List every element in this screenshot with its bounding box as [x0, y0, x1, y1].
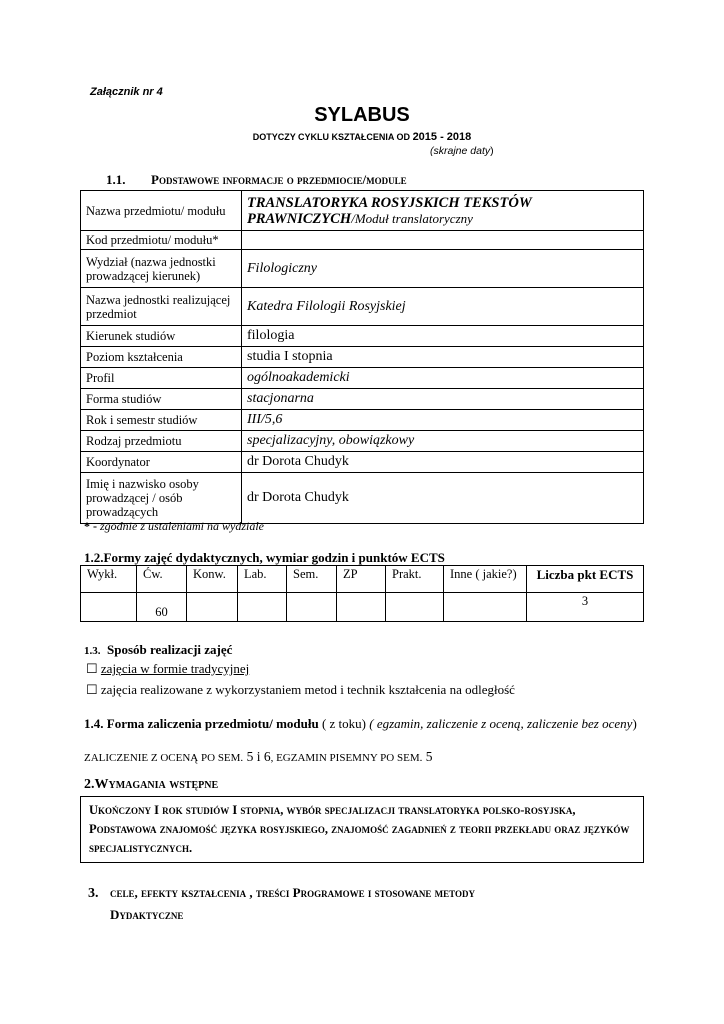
type-value: specjalizacyjny, obowiązkowy — [242, 431, 644, 452]
header-zp: ZP — [337, 566, 386, 593]
form-value: stacjonarna — [242, 389, 644, 410]
value-lectures — [81, 593, 137, 622]
field-value: filologia — [242, 326, 644, 347]
section-3-line-1 — [88, 882, 608, 904]
section-3-number: 3. — [88, 886, 99, 901]
option-remote-label: zajęcia realizowane z wykorzystaniem metod i technik kształcenia na odległość — [100, 682, 515, 697]
value-conversations — [187, 593, 238, 622]
table-row — [81, 250, 644, 288]
faculty-value: Filologiczny — [242, 250, 644, 288]
header-lectures: Wykł. — [81, 566, 137, 593]
value-practice — [386, 593, 444, 622]
coord-value: dr Dorota Chudyk — [242, 452, 644, 473]
checkbox-icon[interactable]: ☐ — [86, 682, 98, 697]
header-conversations: Konw. — [187, 566, 238, 593]
section-3-heading — [88, 882, 608, 925]
section-1-3-heading — [84, 642, 232, 658]
ects-table — [80, 565, 644, 622]
table-row — [81, 566, 644, 593]
option-traditional[interactable] — [86, 661, 249, 677]
profile-value: ogólnoakademicki — [242, 368, 644, 389]
table-row — [81, 326, 644, 347]
assessment-line — [84, 749, 432, 765]
footnote-mark: * - — [84, 519, 100, 533]
year-value: III/5,6 — [242, 410, 644, 431]
subtitle-years: 2015 - 2018 — [412, 131, 472, 143]
header-exercises: Ćw. — [137, 566, 187, 593]
header-practice: Prakt. — [386, 566, 444, 593]
section-1-4-hint: ( egzamin, zaliczenie z oceną, zaliczenie bez oceny — [369, 716, 633, 731]
header-other: Inne ( jakie?) — [444, 566, 527, 593]
value-other — [444, 593, 527, 622]
section-2-heading: 2.Wymagania wstępne — [84, 777, 219, 792]
assessment-num-b: 5 — [422, 749, 433, 764]
code-value — [242, 231, 644, 250]
section-1-4-title: 1.4. Forma zaliczenia przedmiotu/ modułu — [84, 716, 319, 731]
table-row — [81, 410, 644, 431]
section-1-2-heading: 1.2.Formy zajęć dydaktycznych, wymiar godzin i punktów ECTS — [84, 550, 445, 565]
table-row — [81, 452, 644, 473]
footnote-text: zgodnie z ustaleniami na wydziale — [100, 519, 264, 533]
option-traditional-label: zajęcia w formie tradycyjnej — [100, 661, 250, 676]
checkbox-icon[interactable]: ☐ — [86, 661, 98, 676]
name-suffix: /Moduł translatoryczny — [351, 210, 473, 226]
table-row — [81, 389, 644, 410]
table-row — [81, 288, 644, 326]
assessment-num-a: 5 i 6 — [243, 749, 271, 764]
table-row — [81, 191, 644, 231]
table-row — [81, 431, 644, 452]
option-remote[interactable] — [86, 682, 515, 698]
table-row — [81, 368, 644, 389]
range-note — [430, 145, 494, 157]
section-3-title-1: cele, efekty kształcenia , treści Programowe i stosowane metody — [110, 885, 476, 900]
table-row — [81, 593, 644, 622]
coord-label: Koordynator — [81, 452, 242, 473]
code-label: Kod przedmiotu/ modułu* — [81, 231, 242, 250]
section-1-3-title: Sposób realizacji zajęć — [107, 642, 233, 657]
footnote — [84, 519, 264, 534]
header-ects: Liczba pkt ECTS — [527, 566, 644, 593]
table-row — [81, 231, 644, 250]
name-label: Nazwa przedmiotu/ modułu — [81, 191, 242, 231]
unit-value: Katedra Filologii Rosyjskiej — [242, 288, 644, 326]
section-1-1-heading — [106, 172, 407, 188]
value-lab — [238, 593, 287, 622]
name-value: TRANSLATORYKA ROSYJSKICH TEKSTÓW PRAWNICZYCH — [247, 194, 532, 227]
section-1-1-number: 1.1. — [106, 172, 126, 187]
range-note-close: ) — [490, 145, 494, 157]
header-seminar: Sem. — [287, 566, 337, 593]
range-note-text: (skrajne daty — [430, 145, 491, 157]
year-label: Rok i semestr studiów — [81, 410, 242, 431]
level-label: Poziom kształcenia — [81, 347, 242, 368]
level-value: studia I stopnia — [242, 347, 644, 368]
requirements-box: Ukończony I rok studiów I stopnia, wybór specjalizacji translatoryka polsko-rosyjska, Podstawowa znajomość języka rosyjskiego, znajomość zagadnień z teorii przekładu oraz języków specjalistycznych. — [80, 796, 644, 863]
type-label: Rodzaj przedmiotu — [81, 431, 242, 452]
value-seminar — [287, 593, 337, 622]
section-3-title-2: Dydaktyczne — [110, 907, 184, 922]
section-1-4-hint-close: ) — [632, 716, 637, 731]
field-label: Kierunek studiów — [81, 326, 242, 347]
annex-label: Załącznik nr 4 — [90, 86, 163, 98]
subtitle-prefix: DOTYCZY CYKLU KSZTAŁCENIA OD — [252, 132, 411, 142]
value-exercises: 60 — [137, 593, 187, 622]
header-lab: Lab. — [238, 566, 287, 593]
document-title: SYLABUS — [314, 104, 410, 126]
section-1-1-title: Podstawowe informacje o przedmiocie/module — [151, 172, 407, 187]
table-row — [81, 473, 644, 524]
name-value-cell — [242, 191, 644, 231]
section-1-3-number: 1.3. — [84, 645, 101, 657]
teacher-label: Imię i nazwisko osoby prowadzącej / osób prowadzących — [81, 473, 242, 524]
section-1-4-heading — [84, 715, 644, 733]
document-subtitle — [0, 131, 724, 143]
form-label: Forma studiów — [81, 389, 242, 410]
value-ects: 3 — [527, 593, 644, 622]
assessment-text-b: , EGZAMIN PISEMNY PO SEM. — [270, 752, 423, 764]
basic-info-table — [80, 190, 644, 524]
profile-label: Profil — [81, 368, 242, 389]
faculty-label: Wydział (nazwa jednostki prowadzącej kierunek) — [81, 250, 242, 288]
value-zp — [337, 593, 386, 622]
section-1-4-paren: ( z toku) — [318, 716, 370, 731]
assessment-text-a: ZALICZENIE Z OCENĄ PO SEM. — [84, 752, 244, 764]
unit-label: Nazwa jednostki realizującej przedmiot — [81, 288, 242, 326]
teacher-value: dr Dorota Chudyk — [242, 473, 644, 524]
table-row — [81, 347, 644, 368]
